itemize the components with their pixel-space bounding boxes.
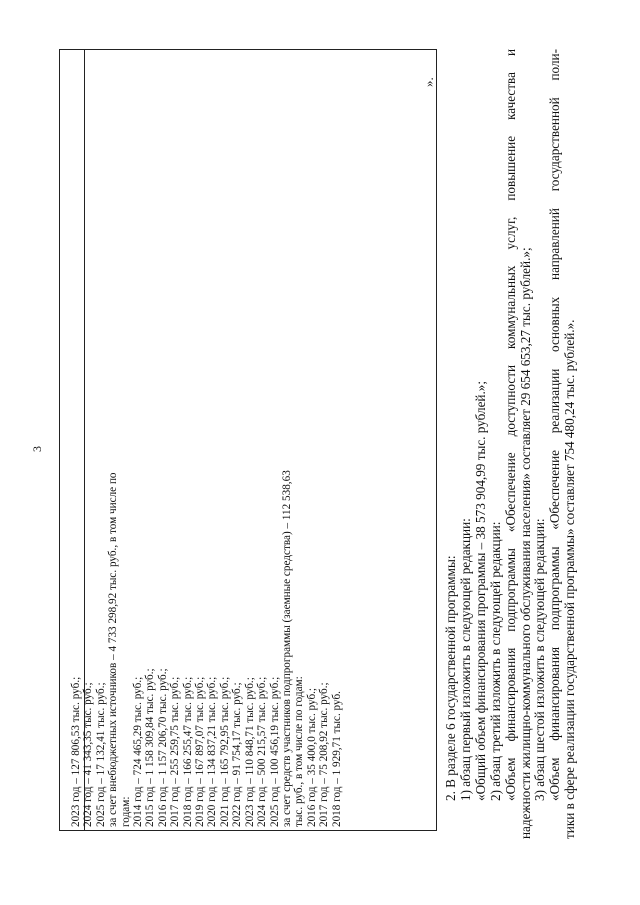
paragraph-text: «Общий объем финансирования программы – 38 573 904,99 тыс. рублей.»; [472, 380, 488, 801]
paragraph-text: «Объем финансирования подпрограммы «Обеспечение реализации основных направлений государственной поли- [547, 49, 563, 801]
table-line: 2016 год – 35 400,0 тыс. руб.; [305, 687, 318, 827]
table-line: за счет средств участников подпрограммы (заемные средства) – 112 538,63 [280, 470, 293, 827]
table-line: 2024 год – 500 215,57 тыс. руб.; [256, 676, 269, 827]
paragraph-text: тики в сфере реализации государственной программы» составляет 754 480,24 тыс. рублей.». [562, 319, 578, 839]
table-cell-content [70, 57, 343, 827]
table-line: 2015 год – 1 158 309,84 тыс. руб.; [144, 668, 157, 827]
table-line: за счет внебюджетных источников – 4 733 298,92 тыс. руб., в том числе по [107, 472, 120, 827]
paragraph-instruction: 3) абзац шестой изложить в следующей редакции: [532, 518, 548, 801]
table-line: 2025 год – 100 456,19 тыс. руб.; [268, 676, 281, 827]
paragraph-instruction: 1) абзац первый изложить в следующей редакции: [457, 518, 473, 801]
table-line: 2020 год – 134 837,21 тыс. руб.; [206, 676, 219, 827]
section-heading: 2. В разделе 6 государственной программы: [443, 555, 458, 801]
table-line: 2018 год – 166 255,47 тыс. руб.; [181, 676, 194, 827]
table-line: 2018 год – 1 929,71 тыс. руб. [330, 691, 343, 827]
table-line: годам: [119, 796, 132, 827]
table-line: 2023 год – 110 848,71 тыс. руб.; [243, 677, 256, 827]
table-line: 2024 год – 41 343,35 тыс. руб.; [82, 682, 95, 827]
paragraph-instruction: 2) абзац третий изложить в следующей редакции: [487, 521, 503, 801]
page-number: 3 [30, 446, 44, 452]
table-line: 2022 год – 91 754,17 тыс. руб.; [231, 682, 244, 827]
closing-quote: ». [421, 77, 436, 87]
table-line: тыс. руб., в том числе по годам: [293, 676, 306, 827]
table-line: 2025 год – 17 132,41 тыс. руб.; [94, 682, 107, 827]
table-line: 2014 год – 724 465,29 тыс. руб.; [132, 676, 145, 827]
paragraph-text: надежности жилищно-коммунального обслуживания населения» составляет 29 654 653,27 тыс. рублей.»; [517, 247, 533, 839]
table-line: 2016 год – 1 157 206,70 тыс. руб.; [156, 668, 169, 827]
table-line: 2019 год – 167 897,07 тыс. руб.; [194, 676, 207, 827]
table-line: 2023 год – 127 806,53 тыс. руб.; [70, 676, 82, 827]
table-line: 2017 год – 255 259,75 тыс. руб.; [169, 676, 182, 827]
table-line: 2021 год – 165 792,95 тыс. руб.; [218, 676, 231, 827]
paragraph-text: «Объем финансирования подпрограммы «Обеспечение доступности коммунальных услуг, повышение качества и [502, 49, 518, 801]
amendment-text [444, 49, 578, 839]
table-line: 2017 год – 75 208,92 тыс. руб.; [318, 682, 331, 827]
